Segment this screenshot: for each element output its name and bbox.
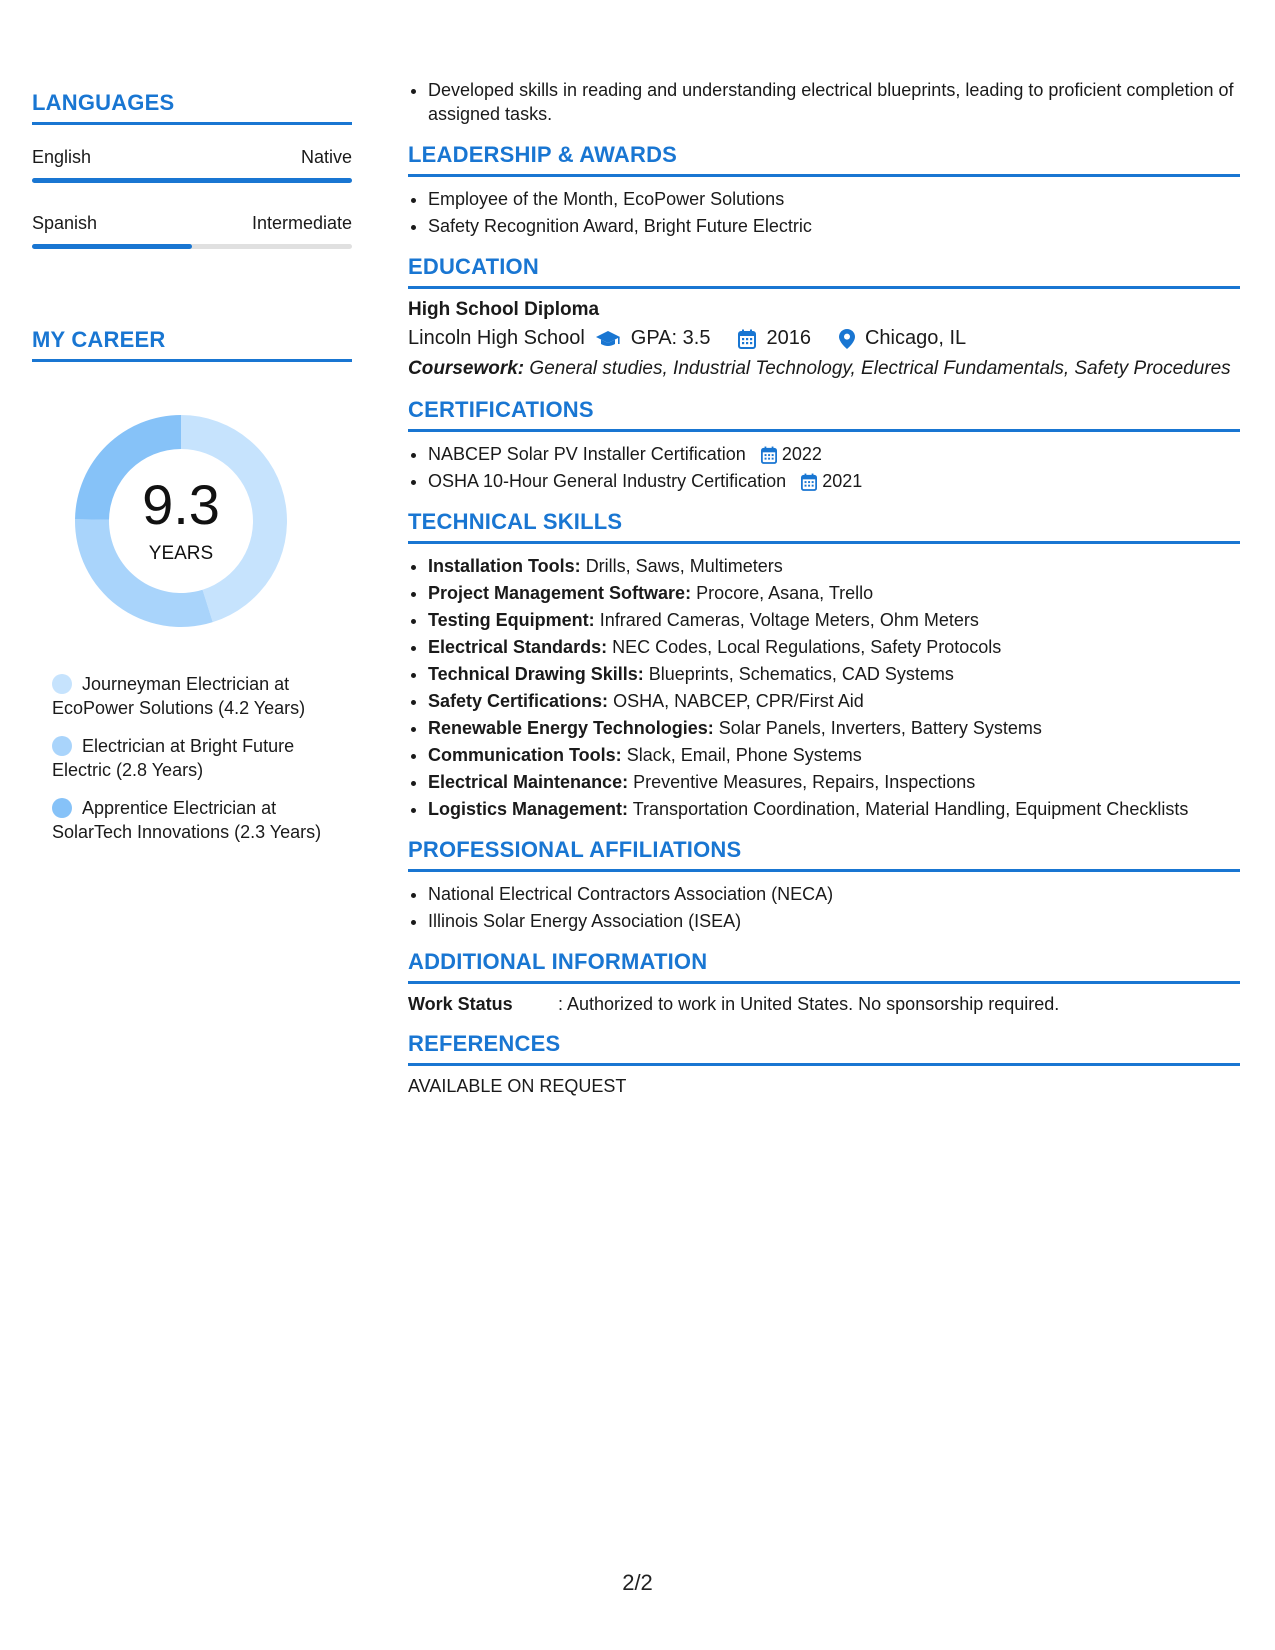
skill-label: Safety Certifications: bbox=[428, 691, 609, 711]
certifications-title: CERTIFICATIONS bbox=[408, 397, 1240, 432]
language-item bbox=[32, 147, 352, 183]
language-item bbox=[32, 213, 352, 249]
skills-section bbox=[408, 509, 1240, 821]
language-bar-fill bbox=[32, 244, 192, 249]
affiliations-title: PROFESSIONAL AFFILIATIONS bbox=[408, 837, 1240, 872]
list-item: • Illinois Solar Energy Association (ISEA) bbox=[428, 909, 1240, 933]
skill-item bbox=[428, 662, 1240, 686]
legend-label: Electrician at Bright Future Electric (2.8 Years) bbox=[52, 736, 295, 780]
legend-dot bbox=[52, 798, 72, 818]
graduation-cap-icon bbox=[595, 329, 621, 349]
education-details bbox=[408, 327, 1240, 350]
leadership-title: LEADERSHIP & AWARDS bbox=[408, 142, 1240, 177]
page-number: 2/2 bbox=[622, 1570, 653, 1595]
skill-label: Communication Tools: bbox=[428, 745, 622, 765]
certification-item bbox=[428, 442, 1240, 466]
career-donut bbox=[66, 406, 296, 636]
education-year: 2016 bbox=[766, 327, 811, 349]
career-total: 9.3 bbox=[142, 473, 220, 536]
career-title: MY CAREER bbox=[32, 327, 352, 362]
languages-section bbox=[32, 90, 352, 249]
education-school: Lincoln High School bbox=[408, 327, 585, 349]
legend-label: Apprentice Electrician at SolarTech Innovations (2.3 Years) bbox=[52, 798, 322, 842]
certification-year: 2022 bbox=[781, 444, 822, 464]
language-name: Spanish bbox=[32, 213, 98, 233]
additional-section bbox=[408, 949, 1240, 1015]
references-text: AVAILABLE ON REQUEST bbox=[408, 1076, 627, 1096]
coursework-label: Coursework: bbox=[408, 358, 525, 379]
skill-value: Infrared Cameras, Voltage Meters, Ohm Meters bbox=[599, 610, 979, 630]
education-gpa: GPA: 3.5 bbox=[630, 327, 711, 349]
certifications-section bbox=[408, 397, 1240, 493]
education-title: EDUCATION bbox=[408, 254, 1240, 289]
skill-label: Electrical Maintenance: bbox=[428, 772, 629, 792]
skills-title: TECHNICAL SKILLS bbox=[408, 509, 1240, 544]
skill-item bbox=[428, 797, 1240, 821]
list-item: • Employee of the Month, EcoPower Solutions bbox=[428, 187, 1240, 211]
legend-dot bbox=[52, 674, 72, 694]
skill-item bbox=[428, 743, 1240, 767]
list-item: • Safety Recognition Award, Bright Future Electric bbox=[428, 214, 1240, 238]
language-bar bbox=[32, 244, 352, 249]
skill-value: Slack, Email, Phone Systems bbox=[626, 745, 862, 765]
skill-label: Technical Drawing Skills: bbox=[428, 664, 644, 684]
career-unit: YEARS bbox=[148, 543, 214, 564]
language-bar-fill bbox=[32, 178, 352, 183]
skill-label: Installation Tools: bbox=[428, 556, 581, 576]
experience-bullets bbox=[408, 78, 1240, 126]
coursework-text: General studies, Industrial Technology, Electrical Fundamentals, Safety Procedures bbox=[529, 358, 1231, 379]
language-level: Intermediate bbox=[251, 213, 352, 233]
language-name: English bbox=[32, 147, 92, 167]
skill-item bbox=[428, 608, 1240, 632]
skill-value: Blueprints, Schematics, CAD Systems bbox=[648, 664, 954, 684]
skill-item bbox=[428, 554, 1240, 578]
additional-title: ADDITIONAL INFORMATION bbox=[408, 949, 1240, 984]
skill-value: NEC Codes, Local Regulations, Safety Protocols bbox=[612, 637, 1002, 657]
education-location: Chicago, IL bbox=[864, 327, 967, 349]
career-section bbox=[32, 327, 352, 844]
certification-name: NABCEP Solar PV Installer Certification bbox=[428, 444, 746, 464]
skill-item bbox=[428, 689, 1240, 713]
legend-item bbox=[52, 796, 322, 844]
education-coursework bbox=[408, 356, 1240, 381]
affiliations-section bbox=[408, 837, 1240, 933]
calendar-icon bbox=[801, 473, 817, 491]
skill-value: Preventive Measures, Repairs, Inspections bbox=[633, 772, 976, 792]
legend-item bbox=[52, 734, 322, 782]
calendar-icon bbox=[738, 329, 756, 349]
certification-year: 2021 bbox=[822, 471, 863, 491]
skill-value: Procore, Asana, Trello bbox=[696, 583, 874, 603]
skill-value: OSHA, NABCEP, CPR/First Aid bbox=[613, 691, 864, 711]
skill-label: Electrical Standards: bbox=[428, 637, 608, 657]
skill-label: Logistics Management: bbox=[428, 799, 629, 819]
leadership-section bbox=[408, 142, 1240, 238]
legend-dot bbox=[52, 736, 72, 756]
certification-item bbox=[428, 469, 1240, 493]
location-pin-icon bbox=[839, 329, 855, 349]
education-section bbox=[408, 254, 1240, 381]
references-title: REFERENCES bbox=[408, 1031, 1240, 1066]
skill-item bbox=[428, 770, 1240, 794]
list-item: • National Electrical Contractors Association (NECA) bbox=[428, 882, 1240, 906]
career-legend bbox=[32, 672, 352, 844]
language-level: Native bbox=[300, 147, 352, 167]
language-bar bbox=[32, 178, 352, 183]
legend-item bbox=[52, 672, 322, 720]
work-status-row bbox=[408, 994, 1240, 1015]
education-degree: High School Diploma bbox=[408, 299, 600, 320]
skill-value: Drills, Saws, Multimeters bbox=[585, 556, 783, 576]
skill-value: Solar Panels, Inverters, Battery Systems bbox=[718, 718, 1042, 738]
skill-label: Testing Equipment: bbox=[428, 610, 595, 630]
work-status-value: : Authorized to work in United States. No sponsorship required. bbox=[558, 994, 1060, 1014]
left-column bbox=[32, 90, 352, 858]
skill-label: Renewable Energy Technologies: bbox=[428, 718, 714, 738]
skill-item bbox=[428, 581, 1240, 605]
skill-item bbox=[428, 635, 1240, 659]
skill-item bbox=[428, 716, 1240, 740]
work-status-label: Work Status bbox=[408, 994, 513, 1014]
right-column bbox=[408, 78, 1240, 1097]
skill-label: Project Management Software: bbox=[428, 583, 692, 603]
legend-label: Journeyman Electrician at EcoPower Solutions (4.2 Years) bbox=[52, 674, 306, 718]
references-section bbox=[408, 1031, 1240, 1097]
certification-name: OSHA 10-Hour General Industry Certification bbox=[428, 471, 787, 491]
skill-value: Transportation Coordination, Material Handling, Equipment Checklists bbox=[632, 799, 1189, 819]
languages-title: LANGUAGES bbox=[32, 90, 352, 125]
list-item: • Developed skills in reading and understanding electrical blueprints, leading to proficient completion of assigned tasks. bbox=[428, 78, 1240, 126]
calendar-icon bbox=[761, 446, 777, 464]
